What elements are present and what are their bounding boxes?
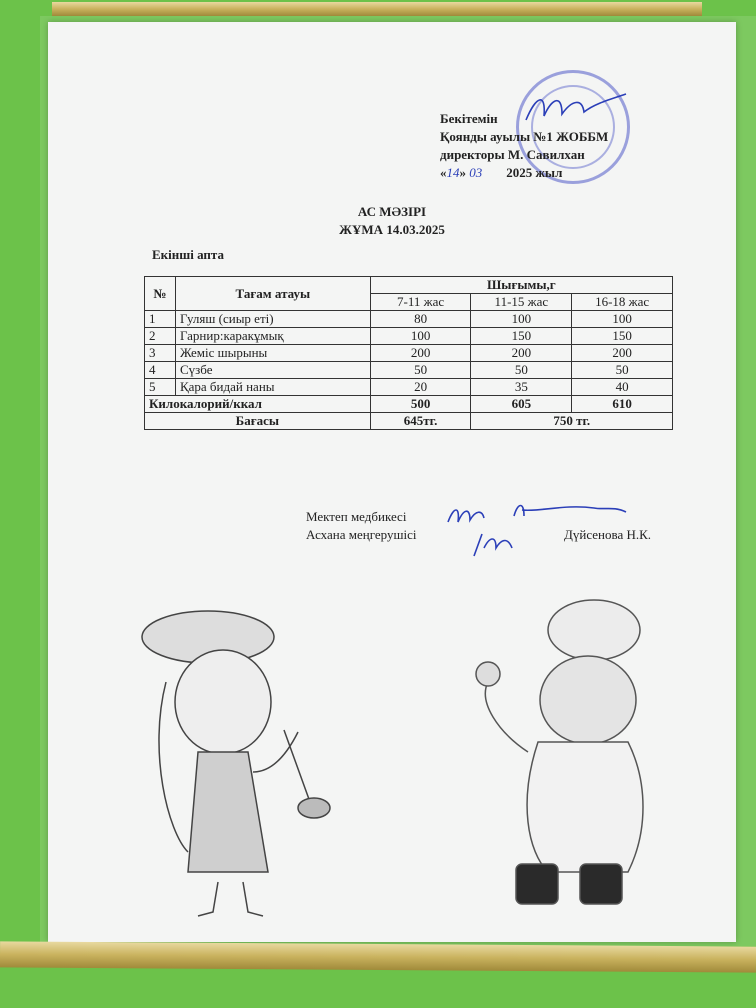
row-value-11-15: 100	[471, 311, 572, 328]
approval-line-3: директоры М. Савилхан	[440, 147, 585, 162]
table-row	[145, 362, 673, 379]
date-open-quote: «	[440, 165, 447, 180]
row-value-7-11: 50	[370, 362, 471, 379]
row-value-16-18: 50	[572, 362, 673, 379]
row-value-11-15: 150	[471, 328, 572, 345]
frame-top-edge	[52, 2, 702, 16]
kcal-label: Килокалорий/ккал	[145, 396, 371, 413]
row-dish: Гуляш (сиыр еті)	[175, 311, 370, 328]
chef-clipart	[48, 582, 736, 942]
row-value-7-11: 80	[370, 311, 471, 328]
row-value-7-11: 200	[370, 345, 471, 362]
director-signature	[522, 86, 632, 126]
table-row	[145, 379, 673, 396]
date-day: 14	[446, 165, 460, 180]
date-year: 2025 жыл	[506, 165, 563, 180]
menu-sheet	[48, 22, 736, 942]
table-row	[145, 328, 673, 345]
table-row	[145, 311, 673, 328]
row-value-7-11: 20	[370, 379, 471, 396]
row-dish: Сүзбе	[175, 362, 370, 379]
row-value-7-11: 100	[370, 328, 471, 345]
table-row	[145, 345, 673, 362]
menu-table	[144, 276, 673, 430]
kcal-row	[145, 396, 673, 413]
col-yield-header: Шығымы,г	[370, 277, 672, 294]
chef-illustrations	[48, 582, 736, 942]
row-dish: Қара бидай наны	[175, 379, 370, 396]
row-value-16-18: 100	[572, 311, 673, 328]
row-value-16-18: 40	[572, 379, 673, 396]
row-value-16-18: 200	[572, 345, 673, 362]
price-row	[145, 413, 673, 430]
header-row	[145, 277, 673, 294]
row-num: 4	[145, 362, 176, 379]
age-group-2: 11-15 жас	[471, 294, 572, 311]
signature-block	[306, 508, 652, 544]
kcal-16-18: 610	[572, 396, 673, 413]
age-group-1: 7-11 жас	[370, 294, 471, 311]
man-chef-figure	[476, 600, 643, 904]
date-month: 03	[469, 165, 483, 180]
approval-line-2: Қоянды ауылы №1 ЖОББМ	[440, 129, 609, 144]
row-value-11-15: 50	[471, 362, 572, 379]
row-num: 1	[145, 311, 176, 328]
row-num: 5	[145, 379, 176, 396]
nurse-title: Мектеп медбикесі	[306, 509, 407, 524]
price-label: Бағасы	[145, 413, 371, 430]
row-dish: Гарнир:каракұмық	[175, 328, 370, 345]
price-junior: 645тг.	[370, 413, 471, 430]
row-dish: Жеміс шырыны	[175, 345, 370, 362]
frame-bottom-edge	[0, 941, 756, 972]
approval-line-1: Бекітемін	[440, 111, 498, 126]
age-group-3: 16-18 жас	[572, 294, 673, 311]
price-senior: 750 тг.	[471, 413, 673, 430]
kcal-7-11: 500	[370, 396, 471, 413]
row-value-11-15: 35	[471, 379, 572, 396]
kcal-11-15: 605	[471, 396, 572, 413]
canteen-name: Дүйсенова Н.К.	[564, 527, 652, 542]
row-value-16-18: 150	[572, 328, 673, 345]
menu-date: ЖҰМА 14.03.2025	[339, 222, 445, 237]
menu-title: АС МӘЗІРІ	[357, 204, 427, 219]
col-dish-header: Тағам атауы	[175, 277, 370, 311]
canteen-title: Асхана меңгерушісі	[306, 527, 417, 542]
nurse-signature	[444, 498, 634, 558]
girl-chef-figure	[142, 611, 330, 916]
date-close-quote: »	[459, 165, 470, 180]
row-value-11-15: 200	[471, 345, 572, 362]
row-num: 2	[145, 328, 176, 345]
approval-date	[440, 164, 608, 182]
week-label: Екінші апта	[152, 247, 224, 262]
col-num-header: №	[145, 277, 176, 311]
row-num: 3	[145, 345, 176, 362]
